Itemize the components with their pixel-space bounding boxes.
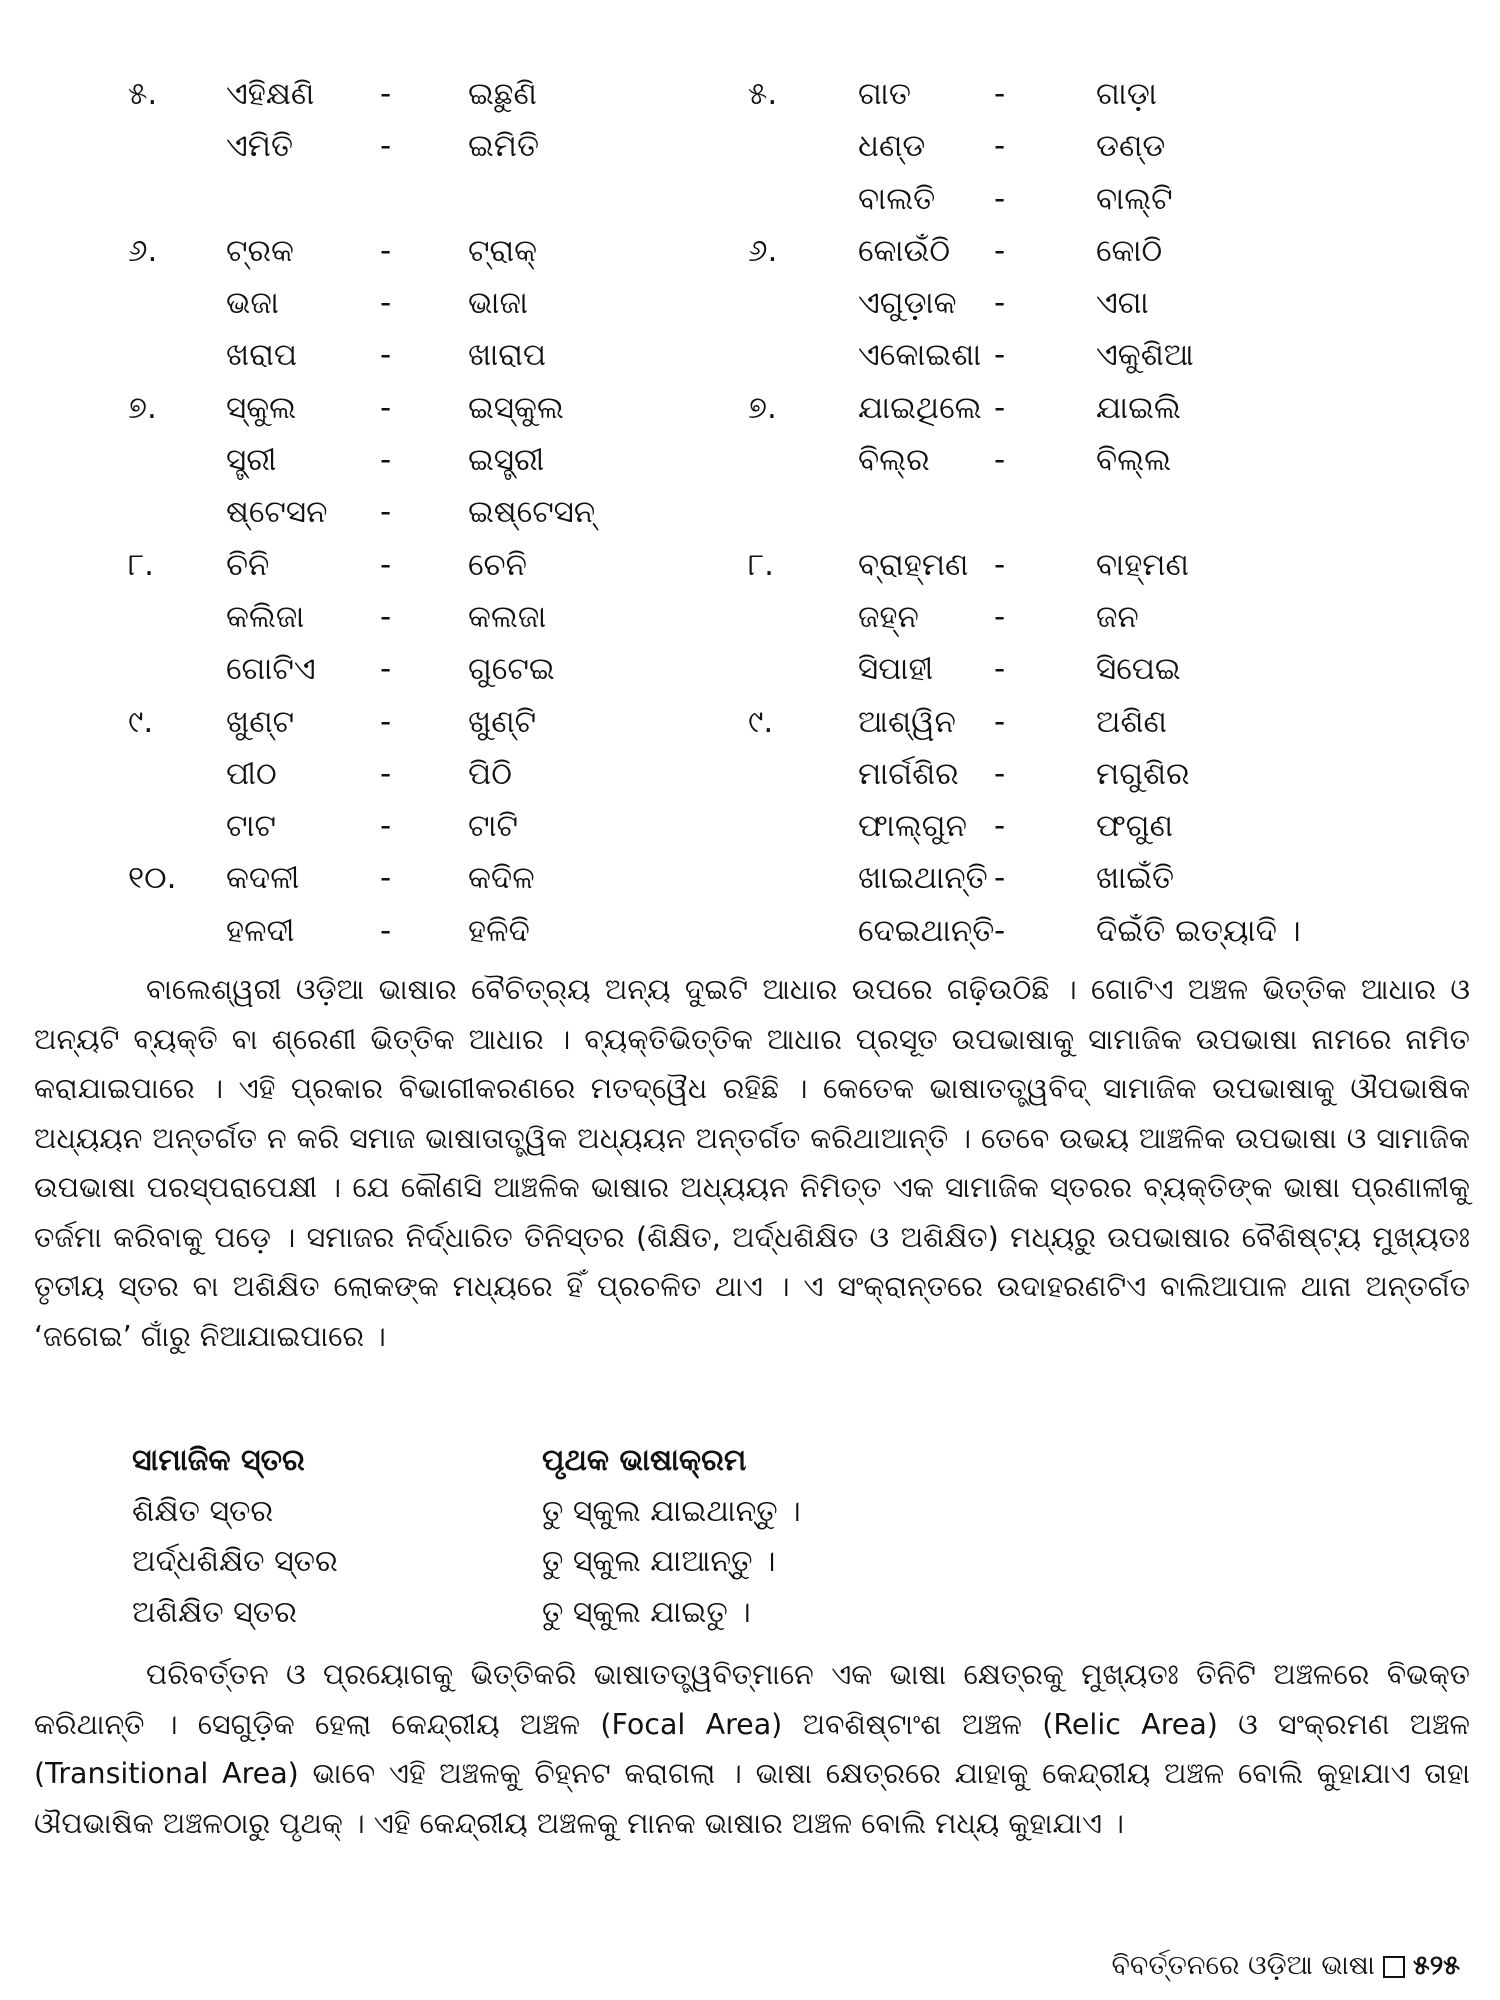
strata-header-row <box>132 1436 1132 1487</box>
dialect-word: ଭାଜା <box>468 285 528 322</box>
word-pair-row <box>748 434 1448 486</box>
dialect-word: କଦିଳ <box>468 860 535 897</box>
word-pair-row <box>748 120 1448 172</box>
dialect-word: ବାହ୍ମଣ <box>1096 546 1189 583</box>
word-pair-row <box>748 173 1448 225</box>
standard-word: ଟ୍ରକ <box>226 232 294 269</box>
entry-number: ୬. <box>128 232 158 269</box>
dialect-word: ଗୁଟେଇ <box>468 651 555 688</box>
dash-separator: - <box>380 808 392 845</box>
dash-separator: - <box>380 598 392 635</box>
standard-word: ଦେଇଥାନ୍ତି <box>858 912 995 949</box>
dialect-word: ହଳିଦି <box>468 912 530 949</box>
word-pair-row <box>128 434 828 486</box>
word-pair-row <box>748 696 1448 748</box>
dialect-word: କଲଜା <box>468 598 547 635</box>
dash-separator: - <box>380 860 392 897</box>
standard-word: ଧଣ୍ଡ <box>858 128 926 165</box>
word-pair-row <box>128 800 828 852</box>
word-list-right <box>748 68 1448 957</box>
dialect-word: ଖାରାପ <box>468 337 547 374</box>
standard-word: ଷ୍ଟେସନ <box>226 494 328 531</box>
word-pair-row <box>128 329 828 381</box>
dialect-word: ଖାଇଁତି <box>1096 860 1175 897</box>
dash-separator: - <box>380 285 392 322</box>
paragraph-dialect-variation: ବାଲେଶ୍ୱରୀ ଓଡ଼ିଆ ଭାଷାର ବୈଚିତ୍ର୍ୟ ଅନ୍ୟ ଦୁଇଟି ଆଧାର ଉପରେ ଗଢ଼ିଉଠିଛି । ଗୋଟିଏ ଅଞ୍ଚଳ ଭିତ୍ତିକ ଆଧାର ଓ ଅନ୍ୟଟି ବ୍ୟକ୍ତି ବା ଶ୍ରେଣୀ ଭିତ୍ତିକ ଆଧାର । ବ୍ୟକ୍ତିଭିତ୍ତିକ ଆଧାର ପ୍ରସୂତ ଉପଭାଷାକୁ ସାମାଜିକ ଉପଭାଷା ନାମରେ ନାମିତ କରାଯାଇପାରେ । ଏହି ପ୍ରକାର ବିଭାଗୀକରଣରେ ମତଦ୍ୱୈଧ ରହିଛି । କେତେକ ଭାଷାତତ୍ତ୍ୱବିଦ୍ ସାମାଜିକ ଉପଭାଷାକୁ ଔପଭାଷିକ ଅଧ୍ୟୟନ ଅନ୍ତର୍ଗତ ନ କରି ସମାଜ ଭାଷାତାତ୍ତ୍ୱିକ ଅଧ୍ୟୟନ ଅନ୍ତର୍ଗତ କରିଥାଆନ୍ତି । ତେବେ ଉଭୟ ଆଞ୍ଚଳିକ ଉପଭାଷା ଓ ସାମାଜିକ ଉପଭାଷା ପରସ୍ପରାପେକ୍ଷୀ । ଯେ କୌଣସି ଆଞ୍ଚଳିକ ଭାଷାର ଅଧ୍ୟୟନ ନିମିତ୍ତ ଏକ ସାମାଜିକ ସ୍ତରର ବ୍ୟକ୍ତିଙ୍କ ଭାଷା ପ୍ରଣାଳୀକୁ ତର୍ଜମା କରିବାକୁ ପଡ଼େ । ସମାଜର ନିର୍ଦ୍ଧାରିତ ତିନିସ୍ତର (ଶିକ୍ଷିତ, ଅର୍ଦ୍ଧଶିକ୍ଷିତ ଓ ଅଶିକ୍ଷିତ) ମଧ୍ୟରୁ ଉପଭାଷାର ବୈଶିଷ୍ଟ୍ୟ ମୁଖ୍ୟତଃ ତୃତୀୟ ସ୍ତର ବା ଅଶିକ୍ଷିତ ଲୋକଙ୍କ ମଧ୍ୟରେ ହିଁ ପ୍ରଚଳିତ ଥାଏ । ଏ ସଂକ୍ରାନ୍ତରେ ଉଦାହରଣଟିଏ ବାଲିଆପାଳ ଥାନା ଅନ୍ତର୍ଗତ ‘ଜଗେଇ’ ଗାଁରୁ ନିଆଯାଇପାରେ । <box>34 973 1470 1353</box>
standard-word: ବାଲତି <box>858 180 936 217</box>
dialect-word: ଏକୁଶିଆ <box>1096 337 1194 374</box>
dialect-word: କୋଠି <box>1096 232 1163 269</box>
dialect-word: ଫଗୁଣ <box>1096 808 1174 845</box>
standard-word: ଏଗୁଡ଼ାକ <box>858 285 957 322</box>
word-pair-row <box>748 852 1448 904</box>
dialect-word: ଇସ୍ତ୍ରୀ <box>468 442 545 479</box>
page-number: ୫୨୫ <box>1412 1950 1460 1981</box>
dash-separator: - <box>380 651 392 688</box>
strata-sentence: ତୁ ସ୍କୁଲ ଯାଇତୁ । <box>542 1594 751 1630</box>
dialect-word: ଖୁଣ୍ଟି <box>468 703 537 740</box>
word-pair-row <box>128 277 828 329</box>
standard-word: ଖୁଣ୍ଟ <box>226 703 295 740</box>
dialect-word: ପିଠି <box>468 755 512 792</box>
dialect-word: ଅଶିଣ <box>1096 703 1167 740</box>
dialect-word: ଟ୍ରାକ୍ <box>468 232 538 269</box>
strata-level: ଅଶିକ୍ଷିତ ସ୍ତର <box>132 1594 297 1630</box>
dash-separator: - <box>994 651 1006 688</box>
standard-word: କୋଉଁଠି <box>858 232 951 269</box>
entry-number: ୭. <box>128 389 157 426</box>
dash-separator: - <box>994 76 1006 112</box>
dash-separator: - <box>380 337 392 374</box>
dash-separator: - <box>380 703 392 740</box>
dialect-word: ଇମିତି <box>468 128 540 165</box>
standard-word: ଟାଟ <box>226 808 277 845</box>
strata-row <box>132 1537 1132 1588</box>
entry-number: ୧୦. <box>128 860 177 897</box>
standard-word: ବିଲ୍‌ର <box>858 442 930 479</box>
word-pair-row <box>128 591 828 643</box>
standard-word: ହଳଦୀ <box>226 912 295 949</box>
dialect-word: ଇଛୁଣି <box>468 76 537 112</box>
word-pair-row <box>748 905 1448 957</box>
word-pair-row <box>128 173 828 225</box>
word-pair-row <box>748 225 1448 277</box>
standard-word: ଯାଇଥିଲେ <box>858 389 982 426</box>
entry-number: ୬. <box>748 232 778 269</box>
standard-word: ଫାଲ୍‌ଗୁନ <box>858 808 967 845</box>
social-strata-table <box>132 1436 1132 1638</box>
word-pair-row <box>748 68 1448 120</box>
square-bullet-icon <box>1383 1956 1405 1978</box>
standard-word: ପୀଠ <box>226 755 277 792</box>
dialect-word: ଜନ <box>1096 598 1139 635</box>
standard-word: ଚିନି <box>226 546 270 583</box>
dialect-word: ଚେନି <box>468 546 527 583</box>
word-pair-row <box>128 643 828 695</box>
standard-word: କଦଳୀ <box>226 860 300 897</box>
dialect-word: ଏଗା <box>1096 285 1149 322</box>
standard-word: ଗୋଟିଏ <box>226 651 316 688</box>
dash-separator: - <box>380 128 392 165</box>
standard-word: ସ୍ତ୍ରୀ <box>226 442 277 479</box>
dialect-word: ବାଲ୍‌ଟି <box>1096 180 1173 217</box>
standard-word: କଲିଜା <box>226 598 305 635</box>
dash-separator: - <box>994 180 1006 217</box>
word-pair-row <box>748 277 1448 329</box>
word-pair-row <box>748 486 1448 538</box>
entry-number: ୯. <box>128 703 154 740</box>
strata-header-level: ସାମାଜିକ ସ୍ତର <box>132 1443 305 1478</box>
word-pair-row <box>748 539 1448 591</box>
word-pair-row <box>128 696 828 748</box>
standard-word: ମାର୍ଗଶିର <box>858 755 959 792</box>
page-footer <box>1112 1946 1460 1986</box>
dash-separator: - <box>994 232 1006 269</box>
standard-word: ଭଜା <box>226 285 279 322</box>
standard-word: ଏମିତି <box>226 128 294 165</box>
dialect-word: ସିପେଇ <box>1096 651 1181 688</box>
strata-sentence: ତୁ ସ୍କୁଲ ଯାଇଥାନ୍ତୁ । <box>542 1493 801 1529</box>
dialect-word: ଯାଇଲି <box>1096 389 1181 426</box>
strata-row <box>132 1588 1132 1639</box>
word-pair-row <box>128 486 828 538</box>
standard-word: ସିପାହୀ <box>858 651 934 688</box>
dialect-word: ଇସ୍କୁଲ <box>468 389 564 426</box>
word-pair-row <box>748 329 1448 381</box>
dash-separator: - <box>380 546 392 583</box>
word-pair-row <box>748 591 1448 643</box>
footer-book-title: ବିବର୍ତ୍ତନରେ ଓଡ଼ିଆ ଭାଷା <box>1111 1950 1375 1981</box>
dash-separator: - <box>994 703 1006 740</box>
word-pair-row <box>128 225 828 277</box>
dialect-word: ଗାଡ଼ା <box>1096 76 1157 112</box>
word-pair-row <box>128 539 828 591</box>
entry-number: ୫. <box>128 76 158 112</box>
dash-separator: - <box>994 546 1006 583</box>
standard-word: ଖରାପ <box>226 337 298 374</box>
entry-number: ୯. <box>748 703 774 740</box>
word-pair-row <box>748 800 1448 852</box>
dialect-word: ବିଲ୍‌ଲ <box>1096 442 1172 479</box>
standard-word: ସ୍କୁଲ <box>226 389 297 426</box>
word-pair-row <box>128 382 828 434</box>
strata-level: ଅର୍ଦ୍ଧଶିକ୍ଷିତ ସ୍ତର <box>132 1544 338 1579</box>
strata-level: ଶିକ୍ଷିତ ସ୍ତର <box>132 1493 274 1529</box>
entry-number: ୫. <box>748 76 778 112</box>
dash-separator: - <box>380 76 392 112</box>
entry-number: ୭. <box>748 389 777 426</box>
word-pair-row <box>748 748 1448 800</box>
standard-word: ଆଶ୍ୱିନ <box>858 703 956 740</box>
standard-word: ଖାଇଥାନ୍ତି <box>858 860 988 897</box>
strata-header-sentence: ପୃଥକ ଭାଷାକ୍ରମ <box>542 1443 747 1478</box>
dialect-word: ଡଣ୍ଡ <box>1096 128 1166 165</box>
dash-separator: - <box>994 285 1006 322</box>
standard-word: ଏହିକ୍ଷଣି <box>226 76 315 112</box>
dash-separator: - <box>994 389 1006 426</box>
paragraph-linguistic-areas: ପରିବର୍ତ୍ତନ ଓ ପ୍ରୟୋଗକୁ ଭିତ୍ତିକରି ଭାଷାତତ୍ତ୍ୱବିତ୍‌ମାନେ ଏକ ଭାଷା କ୍ଷେତ୍ରକୁ ମୁଖ୍ୟତଃ ତିନିଟି ଅଞ୍ଚଳରେ ବିଭକ୍ତ କରିଥାନ୍ତି । ସେଗୁଡ଼ିକ ହେଲା କେନ୍ଦ୍ରୀୟ ଅଞ୍ଚଳ (Focal Area) ଅବଶିଷ୍ଟାଂଶ ଅଞ୍ଚଳ (Relic Area) ଓ ସଂକ୍ରମଣ ଅଞ୍ଚଳ (Transitional Area) ଭାବେ ଏହି ଅଞ୍ଚଳକୁ ଚିହ୍ନଟ କରାଗଲା । ଭାଷା କ୍ଷେତ୍ରରେ ଯାହାକୁ କେନ୍ଦ୍ରୀୟ ଅଞ୍ଚଳ ବୋଲି କୁହାଯାଏ ତାହା ଔପଭାଷିକ ଅଞ୍ଚଳଠାରୁ ପୃଥକ୍ । ଏହି କେନ୍ଦ୍ରୀୟ ଅଞ୍ଚଳକୁ ମାନକ ଭାଷାର ଅଞ୍ଚଳ ବୋଲି ମଧ୍ୟ କୁହାଯାଏ । <box>34 1658 1470 1840</box>
dialect-word: ଟାଟି <box>468 808 519 845</box>
word-pair-row <box>128 120 828 172</box>
word-pair-row <box>128 748 828 800</box>
standard-word: ଜହ୍ନ <box>858 598 919 635</box>
standard-word: ଗାତ <box>858 76 911 112</box>
word-list-left <box>128 68 828 957</box>
word-pair-row <box>748 643 1448 695</box>
dash-separator: - <box>994 912 1006 949</box>
entry-number: ୮. <box>748 546 775 583</box>
strata-sentence: ତୁ ସ୍କୁଲ ଯାଆନ୍ତୁ । <box>542 1544 776 1579</box>
dialect-word: ଇଷ୍ଟେସନ୍ <box>468 494 596 531</box>
standard-word: ବ୍ରାହ୍ମଣ <box>858 546 969 583</box>
dialect-word: ମଗୁଶିର <box>1096 755 1190 792</box>
dash-separator: - <box>380 912 392 949</box>
dialect-word: ଦିଇଁତି ଇତ୍ୟାଦି । <box>1096 912 1301 949</box>
dash-separator: - <box>380 494 392 531</box>
word-pair-row <box>748 382 1448 434</box>
dash-separator: - <box>380 232 392 269</box>
dash-separator: - <box>994 860 1006 897</box>
dash-separator: - <box>994 442 1006 479</box>
word-pair-row <box>128 68 828 120</box>
dash-separator: - <box>994 128 1006 165</box>
entry-number: ୮. <box>128 546 155 583</box>
dash-separator: - <box>994 598 1006 635</box>
dash-separator: - <box>380 755 392 792</box>
dash-separator: - <box>380 389 392 426</box>
word-pair-row <box>128 852 828 904</box>
strata-row <box>132 1487 1132 1538</box>
dash-separator: - <box>994 337 1006 374</box>
word-pair-row <box>128 905 828 957</box>
dash-separator: - <box>994 808 1006 845</box>
standard-word: ଏକୋଇଶା <box>858 337 982 374</box>
dash-separator: - <box>380 442 392 479</box>
dash-separator: - <box>994 755 1006 792</box>
